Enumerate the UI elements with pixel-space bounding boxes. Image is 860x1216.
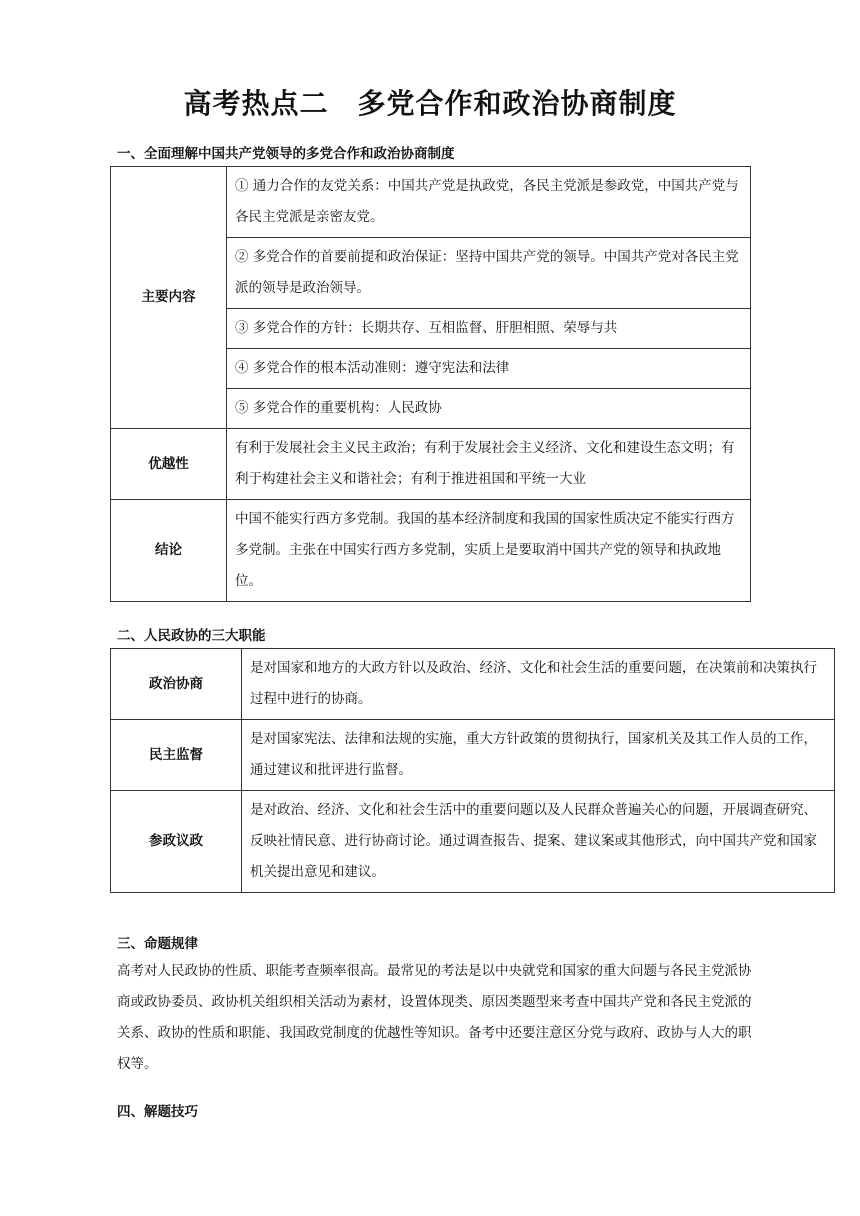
page-title: 高考热点二 多党合作和政治协商制度 xyxy=(183,87,677,120)
section-heading-4: 四、解题技巧 xyxy=(117,1104,198,1120)
content-item-2: ② 多党合作的首要前提和政治保证：坚持中国共产党的领导。中国共产党对各民主党派的领导是政治领导。 xyxy=(227,238,751,309)
row-label-main-content: 主要内容 xyxy=(111,167,227,429)
content-item-3: ③ 多党合作的方针：长期共存、互相监督、肝胆相照、荣辱与共 xyxy=(227,309,751,349)
superiority-text: 有利于发展社会主义民主政治；有利于发展社会主义经济、文化和建设生态文明；有利于构建社会主义和谐社会；有利于推进祖国和平统一大业 xyxy=(227,429,751,500)
content-item-5: ⑤ 多党合作的重要机构：人民政协 xyxy=(227,389,751,429)
table-row xyxy=(111,649,835,720)
section-heading-3: 三、命题规律 xyxy=(117,936,198,952)
row-label-political-consultation: 政治协商 xyxy=(111,649,242,720)
row-label-participation: 参政议政 xyxy=(111,791,242,893)
row-label-superiority: 优越性 xyxy=(111,429,227,500)
participation-text: 是对政治、经济、文化和社会生活中的重要问题以及人民群众普遍关心的问题，开展调查研究、反映社情民意、进行协商讨论。通过调查报告、提案、建议案或其他形式，向中国共产党和国家机关提出意见和建议。 xyxy=(242,791,835,893)
section-heading-1: 一、全面理解中国共产党领导的多党合作和政治协商制度 xyxy=(117,146,455,162)
content-table-1 xyxy=(110,166,751,602)
section-heading-2: 二、人民政协的三大职能 xyxy=(117,628,266,644)
exam-pattern-paragraph: 高考对人民政协的性质、职能考查频率很高。最常见的考法是以中央就党和国家的重大问题与各民主党派协商或政协委员、政协机关组织相关活动为素材，设置体现类、原因类题型来考查中国共产党和各民主党派的关系、政协的性质和职能、我国政党制度的优越性等知识。备考中还要注意区分党与政府、政协与人大的职权等。 xyxy=(117,963,752,1072)
table-row xyxy=(111,791,835,893)
table-row xyxy=(111,429,751,500)
political-consultation-text: 是对国家和地方的大政方针以及政治、经济、文化和社会生活的重要问题，在决策前和决策执行过程中进行的协商。 xyxy=(242,649,835,720)
content-item-4: ④ 多党合作的根本活动准则：遵守宪法和法律 xyxy=(227,349,751,389)
content-item-1: ① 通力合作的友党关系：中国共产党是执政党，各民主党派是参政党，中国共产党与各民主党派是亲密友党。 xyxy=(227,167,751,238)
row-label-democratic-supervision: 民主监督 xyxy=(111,720,242,791)
conclusion-text: 中国不能实行西方多党制。我国的基本经济制度和我国的国家性质决定不能实行西方多党制。主张在中国实行西方多党制，实质上是要取消中国共产党的领导和执政地位。 xyxy=(227,500,751,602)
row-label-conclusion: 结论 xyxy=(111,500,227,602)
table-row xyxy=(111,720,835,791)
democratic-supervision-text: 是对国家宪法、法律和法规的实施，重大方针政策的贯彻执行，国家机关及其工作人员的工作，通过建议和批评进行监督。 xyxy=(242,720,835,791)
table-row xyxy=(111,167,751,238)
table-row xyxy=(111,500,751,602)
content-table-2 xyxy=(110,648,835,893)
